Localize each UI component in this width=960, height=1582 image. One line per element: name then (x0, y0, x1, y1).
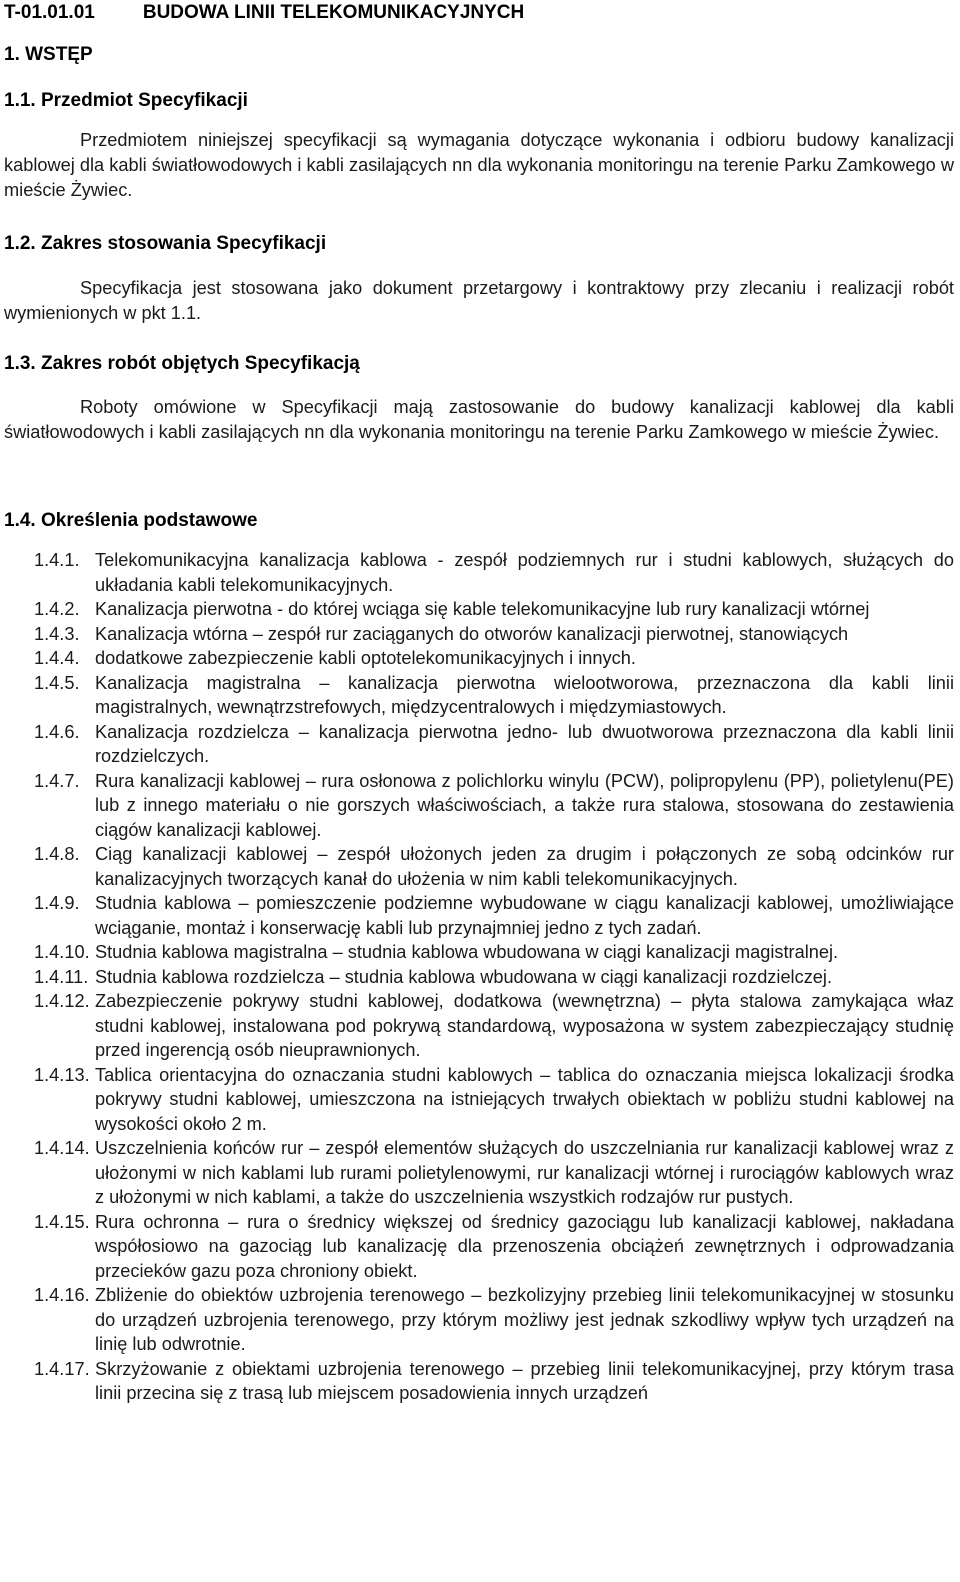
definition-text: Kanalizacja magistralna – kanalizacja pierwotna wielootworowa, przeznaczona dla kabli linii magistralnych, wewnątrzstrefowych, międzycentralowych i międzymiastowych. (95, 672, 954, 717)
definition-number: 1.4.5. (34, 672, 80, 693)
definition-text: Zbliżenie do obiektów uzbrojenia terenowego – bezkolizyjny przebieg linii telekomunikacyjnej w stosunku do urządzeń uzbrojenia terenowego, przy którym możliwy jest jednak szkodliwy wpływ tych urządzeń na linię lub odwrotnie. (95, 1285, 954, 1354)
definition-number: 1.4.2. (34, 599, 80, 619)
definition-text: Studnia kablowa rozdzielcza – studnia kablowa wbudowana w ciągi kanalizacji rozdzielczej. (95, 966, 832, 987)
definition-item (4, 597, 954, 622)
definition-item (4, 769, 954, 843)
definition-text: dodatkowe zabezpieczenie kabli optotelekomunikacyjnych i innych. (95, 648, 636, 668)
definition-text: Ciąg kanalizacji kablowej – zespół ułożonych jeden za drugim i połączonych ze sobą odcinków rur kanalizacyjnych tworzących kanał do ułożenia w nim kabli telekomunikacyjnych. (95, 844, 954, 889)
definition-item (4, 1357, 954, 1406)
definition-text: Studnia kablowa magistralna – studnia kablowa wbudowana w ciągi kanalizacji magistralnej. (95, 942, 839, 962)
document-header (4, 0, 524, 26)
spec-code: T-01.01.01 (4, 2, 95, 23)
definition-text: Tablica orientacyjna do oznaczania studni kablowych – tablica do oznaczania miejsca lokalizacji środka pokrywy studni kablowej, umieszczona na istniejących trwałych obiektach w pobliżu studni kablowej na wysokości około 2 m. (95, 1064, 954, 1134)
heading-1-2: 1.2. Zakres stosowania Specyfikacji (4, 233, 327, 254)
definition-number: 1.4.14. (34, 1138, 90, 1158)
paragraph-1-1: Przedmiotem niniejszej specyfikacji są wymagania dotyczące wykonania i odbioru budowy kanalizacji kablowej dla kabli światłowodowych i kabli zasilających nn dla wykonania monitoringu na terenie Parku Zamkowego w mieście Żywiec. (4, 130, 954, 200)
definition-text: Kanalizacja wtórna – zespół rur zaciąganych do otworów kanalizacji pierwotnej, stanowiących (95, 623, 849, 644)
definition-item (4, 1063, 954, 1137)
section-heading-introduction: 1. WSTĘP (4, 44, 93, 65)
definition-number: 1.4.1. (34, 550, 80, 570)
heading-1-4: 1.4. Określenia podstawowe (4, 510, 258, 531)
definition-text: Telekomunikacyjna kanalizacja kablowa - zespół podziemnych rur i studni kablowych, służących do układania kabli telekomunikacyjnych. (95, 550, 954, 595)
definition-number: 1.4.6. (34, 721, 80, 742)
definition-number: 1.4.16. (34, 1285, 90, 1305)
definition-number: 1.4.4. (34, 648, 80, 668)
paragraph-1-2: Specyfikacja jest stosowana jako dokument przetargowy i kontraktowy przy zlecaniu i realizacji robót wymienionych w pkt 1.1. (4, 278, 954, 323)
definition-number: 1.4.9. (34, 893, 80, 913)
definition-item (4, 622, 954, 647)
definition-number: 1.4.3. (34, 623, 80, 644)
definition-number: 1.4.11. (34, 966, 89, 987)
definition-text: Kanalizacja pierwotna - do której wciąga się kable telekomunikacyjne lub rury kanalizacji wtórnej (95, 599, 870, 619)
heading-1-3: 1.3. Zakres robót objętych Specyfikacją (4, 353, 360, 374)
definition-item (4, 646, 954, 671)
definition-number: 1.4.10. (34, 942, 90, 962)
definition-number: 1.4.15. (34, 1211, 90, 1232)
definition-number: 1.4.17. (34, 1358, 90, 1379)
definition-item (4, 965, 954, 990)
definition-item (4, 1283, 954, 1357)
definition-item (4, 548, 954, 597)
definition-item (4, 891, 954, 940)
spec-title: BUDOWA LINII TELEKOMUNIKACYJNYCH (142, 2, 525, 23)
definition-number: 1.4.7. (34, 770, 80, 791)
definition-item (4, 1210, 954, 1284)
heading-1-1: 1.1. Przedmiot Specyfikacji (4, 90, 248, 111)
definition-text: Rura ochronna – rura o średnicy większej od średnicy gazociągu lub kanalizacji kablowej, nakładana współosiowo na gazociąg lub kanalizację dla przenoszenia obciążeń zewnętrznych i odprowadzania przecieków gazu poza chroniony obiekt. (95, 1211, 954, 1281)
definition-number: 1.4.8. (34, 844, 80, 864)
definition-item (4, 842, 954, 891)
definition-text: Uszczelnienia końców rur – zespół elementów służących do uszczelniania rur kanalizacji kablowej wraz z ułożonymi w nich kablami lub rurami polietylenowymi, rur kanalizacji wtórnej i rurociągów kablowych wraz z ułożonymi w nich kablami, a także do uszczelnienia wszystkich rodzajów rur pustych. (95, 1138, 954, 1207)
definitions-list (4, 548, 954, 1406)
definition-item (4, 989, 954, 1063)
definition-number: 1.4.13. (34, 1064, 90, 1085)
definition-item (4, 940, 954, 965)
definition-item (4, 1136, 954, 1210)
definition-text: Skrzyżowanie z obiektami uzbrojenia terenowego – przebieg linii telekomunikacyjnej, przy którym trasa linii przecina się z trasą lub miejscem posadowienia innych urządzeń (95, 1358, 954, 1403)
definition-item (4, 720, 954, 769)
paragraph-1-3: Roboty omówione w Specyfikacji mają zastosowanie do budowy kanalizacji kablowej dla kabli światłowodowych i kabli zasilających nn dla wykonania monitoringu na terenie Parku Zamkowego w mieście Żywiec. (4, 397, 954, 442)
definition-text: Rura kanalizacji kablowej – rura osłonowa z polichlorku winylu (PCW), polipropylenu (PP), polietylenu(PE) lub z innego materiału o nie gorszych właściwościach, a także rura stalowa, stosowana do zestawienia ciągów kanalizacji kablowej. (95, 770, 954, 840)
definition-text: Zabezpieczenie pokrywy studni kablowej, dodatkowa (wewnętrzna) – płyta stalowa zamykająca właz studni kablowej, instalowana pod pokrywą standardową, wyposażona w system zabezpieczający studnię przed ingerencją osób nieuprawnionych. (95, 991, 954, 1060)
definition-item (4, 671, 954, 720)
definition-text: Studnia kablowa – pomieszczenie podziemne wybudowane w ciągu kanalizacji kablowej, umożliwiające wciąganie, montaż i konserwację kabli lub przynajmniej jedno z tych zadań. (95, 893, 954, 938)
definition-number: 1.4.12. (34, 991, 90, 1011)
definition-text: Kanalizacja rozdzielcza – kanalizacja pierwotna jedno- lub dwuotworowa przeznaczona dla kabli linii rozdzielczych. (95, 721, 954, 766)
